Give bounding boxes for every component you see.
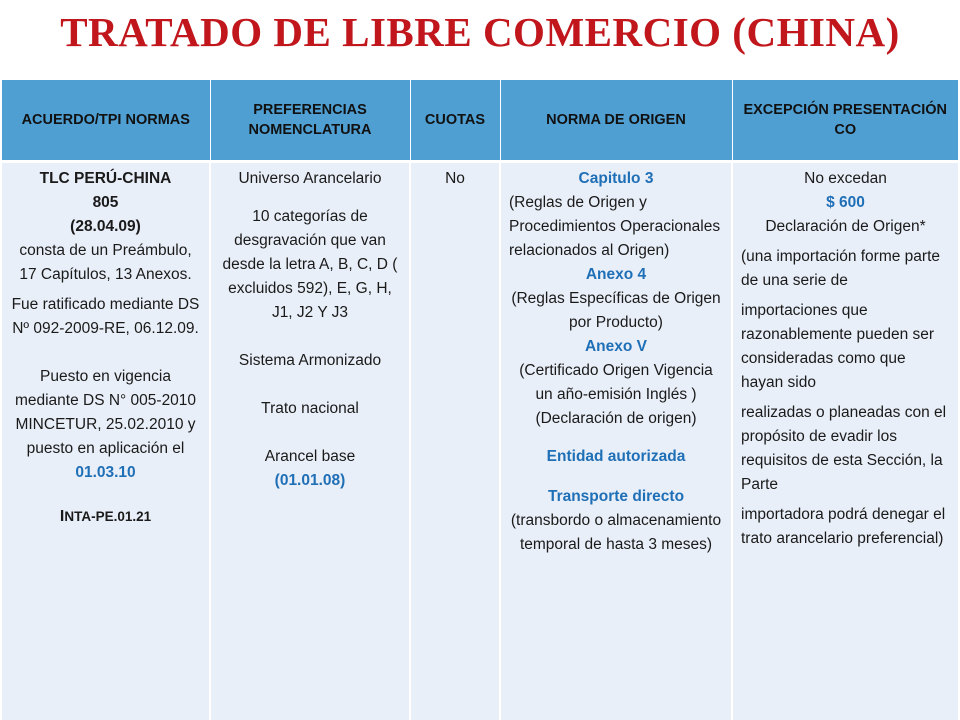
cell-cuotas [410, 162, 500, 720]
header-preferencias: PREFERENCIAS NOMENCLATURA [210, 80, 410, 162]
vigencia-date: 01.03.10 [75, 464, 136, 481]
anexoV-title: Anexo V [584, 338, 647, 355]
capitulo-text: (Reglas de Origen y Procedimientos Operacionales relacionados al Origen) [509, 194, 721, 259]
pref-categorias: 10 categorías de desgravación que van desde la letra A, B, C, D ( excluidos 592), E, G, H, J1, J2 Y J3 [222, 208, 398, 321]
anexo4-text: (Reglas Específicas de Origen por Producto) [511, 290, 721, 331]
transporte-text: (transbordo o almacenamiento temporal de hasta 3 meses) [510, 512, 722, 553]
cuotas-value: No [445, 170, 465, 187]
excepcion-declaracion: Declaración de Origen* [765, 218, 926, 235]
agreement-date: (28.04.09) [70, 218, 141, 235]
page-title: TRATADO DE LIBRE COMERCIO (CHINA) [60, 9, 900, 55]
anexo4-title: Anexo 4 [585, 266, 647, 283]
transporte-title: Transporte directo [547, 488, 685, 505]
excepcion-p4: importadora podrá denegar el trato arancelario preferencial) [741, 506, 946, 547]
anexoV-text: (Certificado Origen Vigencia un año-emisión Inglés ) [519, 362, 713, 403]
header-norma-origen: NORMA DE ORIGEN [500, 80, 732, 162]
header-cuotas: CUOTAS [410, 80, 500, 162]
excepcion-p2: importaciones que razonablemente pueden ser consideradas como que hayan sido [741, 302, 935, 391]
cell-acuerdo [2, 162, 210, 720]
table-row [2, 162, 958, 720]
cell-excepcion [732, 162, 958, 720]
excepcion-p1: (una importación forme parte de una serie de [741, 248, 941, 289]
agreement-number: 805 [92, 194, 119, 211]
pref-trato: Trato nacional [261, 400, 359, 417]
pref-arancel-date: (01.01.08) [274, 472, 346, 489]
header-acuerdo: ACUERDO/TPI NORMAS [2, 80, 210, 162]
table-header-row [2, 80, 958, 162]
excepcion-p3: realizadas o planeadas con el propósito de evadir los requisitos de esta Sección, la Parte [741, 404, 947, 493]
agreement-description: consta de un Preámbulo, 17 Capítulos, 13 Anexos. [19, 242, 192, 283]
agreement-name: TLC PERÚ-CHINA [39, 170, 172, 187]
cell-norma-origen [500, 162, 732, 720]
declaracion-text: (Declaración de origen) [535, 410, 697, 427]
entidad-title: Entidad autorizada [546, 448, 686, 465]
spacer [10, 341, 201, 357]
excepcion-amount: $ 600 [826, 194, 865, 211]
vigencia-text: Puesto en vigencia mediante DS N° 005-2010 MINCETUR, 25.02.2010 y puesto en aplicación el [14, 368, 197, 457]
pref-universo: Universo Arancelario [238, 170, 382, 187]
pref-arancel: Arancel base [264, 448, 356, 465]
agreement-table [2, 80, 958, 720]
capitulo-title: Capitulo 3 [578, 170, 654, 187]
reference-code: INTA-PE.01.21 [59, 508, 152, 525]
header-excepcion: EXCEPCIÓN PRESENTACIÓN CO [732, 80, 958, 162]
ratification-text: Fue ratificado mediante DS Nº 092-2009-RE, 06.12.09. [11, 296, 200, 337]
pref-sistema: Sistema Armonizado [238, 352, 382, 369]
cell-preferencias [210, 162, 410, 720]
excepcion-excedan: No excedan [804, 170, 887, 187]
